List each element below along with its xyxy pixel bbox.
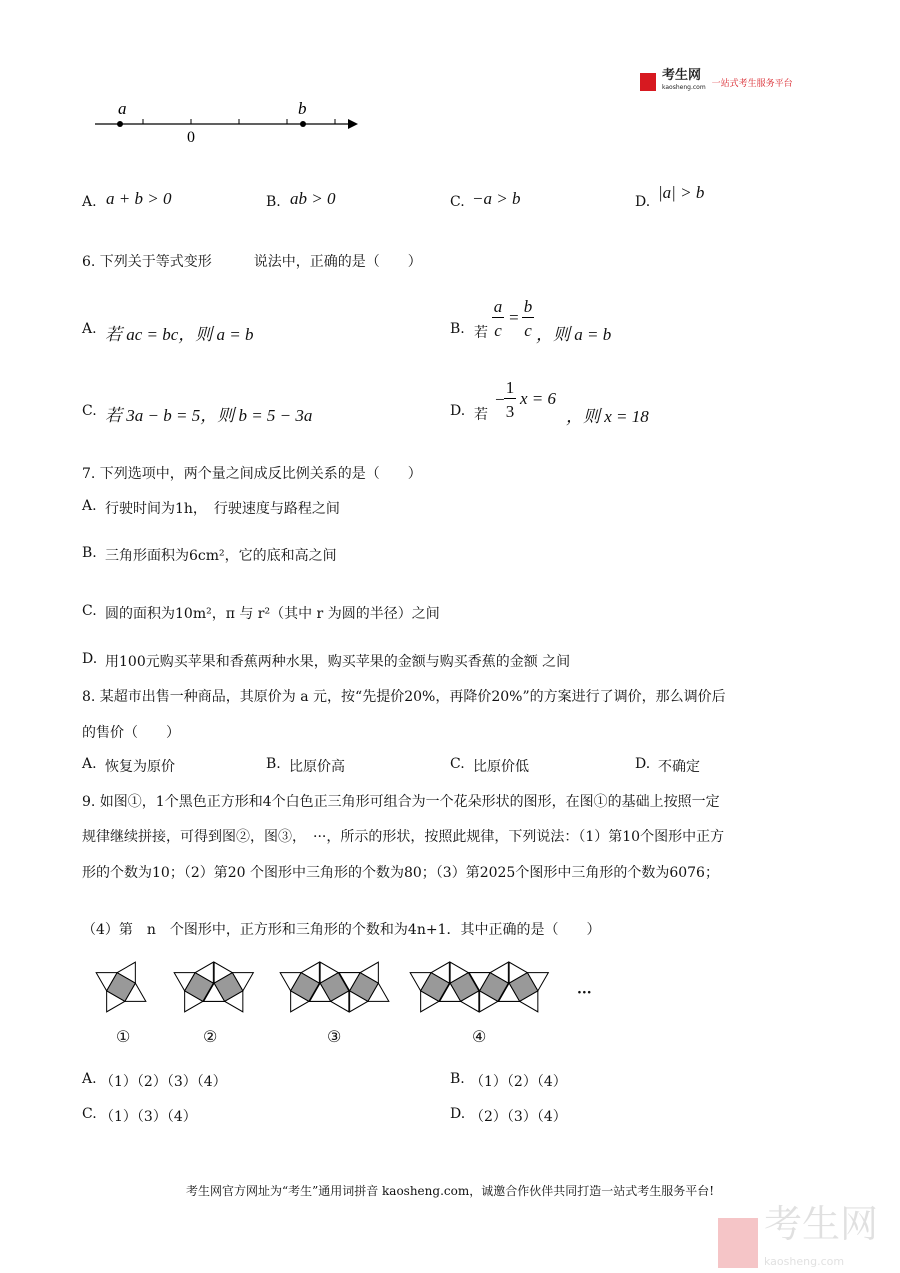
option-key: A. bbox=[82, 1071, 97, 1087]
q7-stem: 7. 下列选项中，两个量之间成反比例关系的是（ ） bbox=[82, 466, 422, 482]
option-text: a + b > 0 bbox=[106, 189, 172, 208]
figure-label: ② bbox=[203, 1027, 218, 1046]
label-b: b bbox=[298, 99, 307, 118]
figure-label: ④ bbox=[472, 1027, 487, 1046]
q9-stem: 9. 如图①，1个黑色正方形和4个白色正三角形可组合为一个花朵形状的图形，在图①的基础上按照一定 bbox=[82, 794, 720, 810]
logo-domain: kaosheng.com bbox=[662, 84, 706, 91]
watermark-logo bbox=[718, 1202, 879, 1273]
equals: = bbox=[508, 308, 520, 327]
label-a: a bbox=[118, 99, 127, 118]
option-text: −a > b bbox=[472, 189, 521, 208]
option-key: D. bbox=[450, 1106, 466, 1122]
q9-stem: （4）第 n 个图形中，正方形和三角形的个数和为4n+1．其中正确的是（ ） bbox=[82, 922, 601, 938]
number-line bbox=[90, 95, 370, 150]
footer-text: 考生网官方网址为“考生”通用词拼音 kaosheng.com，诚邀合作伙伴共同打造一站式考生服务平台! bbox=[185, 1184, 715, 1198]
ellipsis: ··· bbox=[577, 985, 592, 1001]
fraction-numerator: a bbox=[493, 297, 503, 316]
fraction-numerator: b bbox=[523, 297, 533, 316]
option-text: （1）（2）（3）（4） bbox=[100, 1074, 227, 1090]
option-text: 用100元购买苹果和香蕉两种水果，购买苹果的金额与购买香蕉的金额 之间 bbox=[105, 654, 571, 670]
option-key: C. bbox=[82, 1106, 97, 1122]
option-key: A. bbox=[82, 756, 97, 772]
option-key: B. bbox=[266, 194, 281, 210]
option-key: D. bbox=[635, 194, 651, 210]
q8-stem: 的售价（ ） bbox=[82, 725, 180, 741]
option-key: A. bbox=[82, 498, 97, 514]
watermark-name: 考生网 bbox=[764, 1202, 879, 1246]
option-key: A. bbox=[82, 321, 97, 337]
option-text: 恢复为原价 bbox=[105, 759, 175, 775]
q6-stem: 6. 下列关于等式变形 说法中，正确的是（ ） bbox=[82, 254, 422, 270]
fraction-denominator: 3 bbox=[505, 402, 515, 421]
option-key: C. bbox=[82, 603, 97, 619]
option-text: ，则 a = b bbox=[536, 325, 612, 344]
option-text: 若 3a − b = 5，则 b = 5 − 3a bbox=[105, 406, 313, 425]
option-text: （1）（2）（4） bbox=[470, 1074, 567, 1090]
option-key: D. bbox=[450, 403, 466, 419]
figure-label: ① bbox=[116, 1027, 131, 1046]
slogan: 一站式考生服务平台 bbox=[711, 78, 793, 89]
option-text: 若 ac = bc，则 a = b bbox=[105, 325, 254, 344]
option-text: （2）（3）（4） bbox=[470, 1109, 567, 1125]
option-key: C. bbox=[450, 756, 465, 772]
q8-stem: 8. 某超市出售一种商品，其原价为 a 元，按“先提价20%，再降价20%”的方案进行了调价，那么调价后 bbox=[82, 689, 726, 705]
option-text: 圆的面积为10m²，π 与 r²（其中 r 为圆的半径）之间 bbox=[105, 606, 440, 622]
option-key: D. bbox=[82, 651, 98, 667]
label-zero: 0 bbox=[187, 129, 195, 146]
option-key: B. bbox=[266, 756, 281, 772]
option-key: B. bbox=[450, 1071, 465, 1087]
option-text: 若 bbox=[474, 407, 488, 423]
logo-icon bbox=[640, 73, 656, 91]
option-key: B. bbox=[450, 321, 465, 337]
option-text: 行驶时间为1h， 行驶速度与路程之间 bbox=[105, 501, 340, 517]
watermark-icon bbox=[718, 1218, 758, 1268]
option-text: ab > 0 bbox=[290, 189, 336, 208]
option-text: 比原价低 bbox=[473, 759, 529, 775]
option-text: 三角形面积为6cm²，它的底和高之间 bbox=[105, 548, 337, 564]
option-key: A. bbox=[82, 194, 97, 210]
option-key: C. bbox=[82, 403, 97, 419]
minus: − bbox=[494, 390, 506, 409]
flower-pattern-figures bbox=[0, 950, 900, 1030]
q9-stem: 规律继续拼接，可得到图②，图③， ···，所示的形状，按照此规律，下列说法：（1）第10个图形中正方 bbox=[82, 829, 725, 845]
logo-name: 考生网 bbox=[662, 68, 702, 83]
option-key: B. bbox=[82, 545, 97, 561]
watermark-domain: kaosheng.com bbox=[764, 1255, 845, 1268]
option-text: x = 6 bbox=[520, 389, 557, 408]
option-text: ，则 x = 18 bbox=[566, 407, 649, 426]
option-text: |a| > b bbox=[658, 183, 705, 202]
fraction-denominator: c bbox=[494, 321, 502, 340]
option-key: D. bbox=[635, 756, 651, 772]
option-text: （1）（3）（4） bbox=[100, 1109, 197, 1125]
figure-label: ③ bbox=[327, 1027, 342, 1046]
q9-stem: 形的个数为10；（2）第20 个图形中三角形的个数为80；（3）第2025个图形中三角形的个数为6076； bbox=[82, 865, 719, 881]
option-text: 不确定 bbox=[658, 759, 700, 775]
fraction-denominator: c bbox=[524, 321, 532, 340]
option-text: 若 bbox=[474, 325, 488, 341]
header-logo bbox=[640, 70, 793, 94]
option-key: C. bbox=[450, 194, 465, 210]
fraction-numerator: 1 bbox=[505, 378, 515, 397]
option-text: 比原价高 bbox=[289, 759, 345, 775]
